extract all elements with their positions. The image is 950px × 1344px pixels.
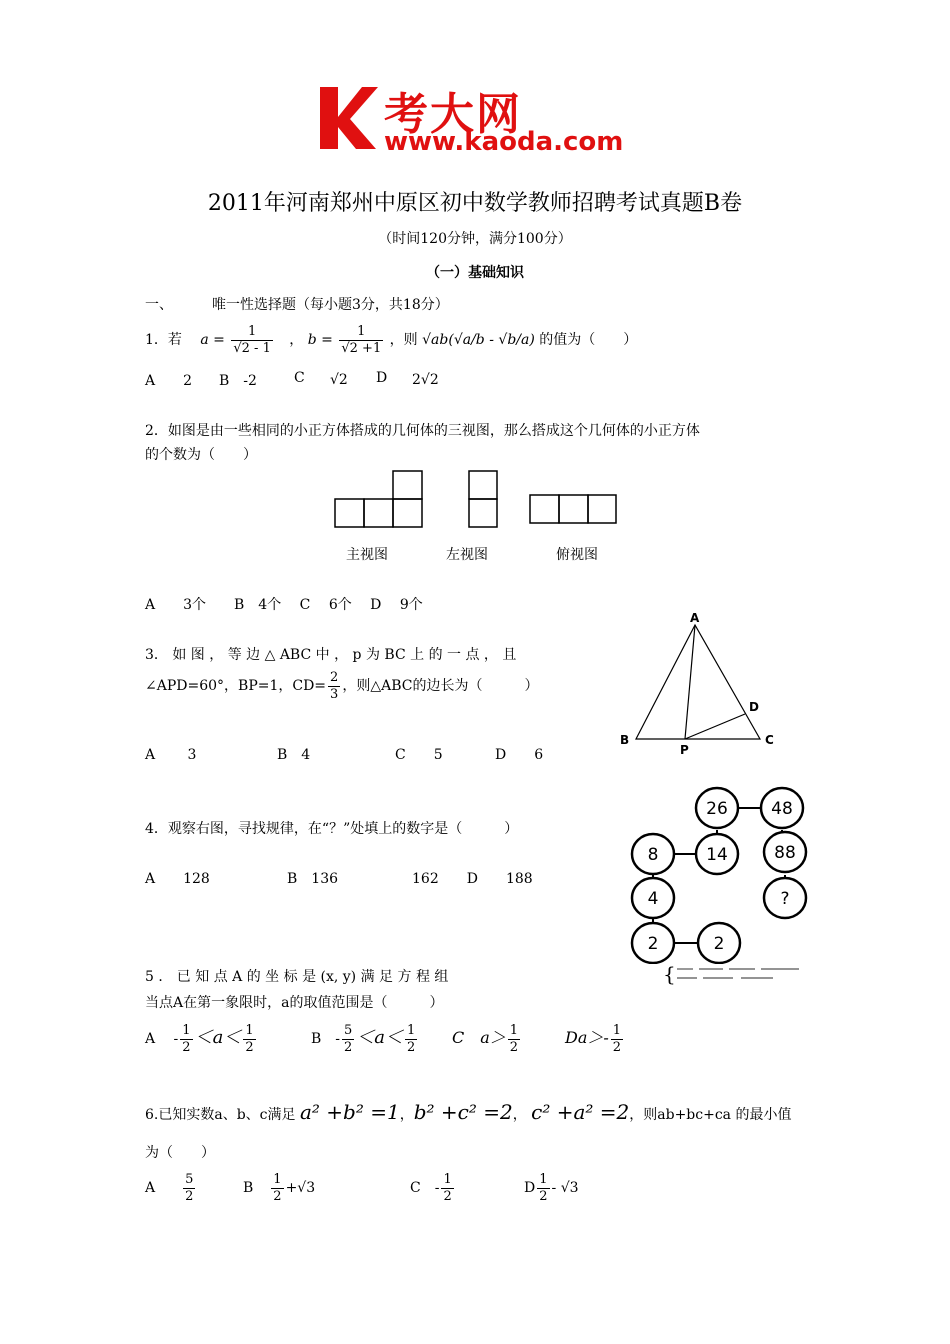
q6-eq3: c² +a² =2	[531, 1100, 630, 1124]
q5-line-1: 5 ． 已 知 点 A 的 坐 标 是 (x, y) 满 足 方 程 组	[145, 969, 449, 985]
section-heading: （一）基础知识	[426, 265, 524, 281]
q6-eq2: b² +c² =2	[413, 1100, 513, 1124]
q5-option-d: Da＞- $\frac{1}{2}$	[565, 1022, 622, 1055]
q1-option-b: B -2	[219, 373, 257, 389]
q1-tail: 的值为（ ）	[539, 332, 638, 348]
q1-a-fraction: $\frac{1}{√2 - 1}$	[233, 323, 271, 356]
q5-option-c: C a＞ $\frac{1}{2}$	[452, 1022, 519, 1055]
front-view-square	[393, 471, 422, 499]
q1-option-d: D	[376, 370, 388, 386]
q1-b-fraction: $\frac{1}{√2 +1}$	[341, 323, 382, 356]
q3-cd-fraction: $\frac{2}{3}$	[330, 669, 339, 702]
left-view-square	[469, 471, 497, 499]
circle-text-2a: 2	[647, 934, 659, 954]
front-view-square	[364, 499, 393, 527]
q4-option-b: B 136	[287, 871, 339, 887]
left-view-label: 左视图	[446, 547, 488, 563]
q5-option-b: B - $\frac{5}{2}$ ＜a＜ $\frac{1}{2}$	[311, 1022, 416, 1055]
q3-line-1: 3． 如 图 ， 等 边 △ ABC 中 ， p 为 BC 上 的 一 点 ， 且	[145, 647, 517, 663]
q6-line-2: 为（ ）	[145, 1145, 215, 1161]
q3-option-c: C 5	[395, 747, 443, 763]
q4-option-a: A 128	[145, 871, 210, 887]
page-title: 2011年河南郑州中原区初中数学教师招聘考试真题B卷	[207, 191, 743, 216]
top-view-square	[559, 495, 588, 523]
q6-line-1: 6.已知实数a、b、c满足 a² +b² =1，b² +c² =2， c² +a² =2，则ab+bc+ca 的最小值	[145, 1100, 792, 1124]
q1-option-a: A 2	[145, 373, 193, 389]
q1-option-c: C	[294, 370, 305, 386]
segment-pd	[685, 714, 745, 739]
circle-text-8: 8	[647, 845, 659, 865]
triangle-abc	[636, 625, 760, 739]
logo-url-text: www.kaoda.com	[384, 127, 624, 157]
front-view-label: 主视图	[346, 547, 388, 563]
vertex-label-b: B	[620, 733, 630, 747]
q2-line-2: 的个数为（ ）	[145, 447, 257, 463]
top-view-square	[530, 495, 559, 523]
q5-line-2: 当点A在第一象限时，a的取值范围是（ ）	[145, 995, 444, 1011]
q6-option-d: D $\frac{1}{2}$ - √3	[524, 1171, 579, 1204]
q4-text: 4．观察右图，寻找规律，在“？”处填上的数字是（ ）	[145, 821, 519, 837]
q1-lead: 1．若	[145, 332, 182, 348]
q1-expression: √ab(√a/b - √b/a)	[422, 332, 535, 348]
vertex-label-d: D	[749, 700, 759, 714]
three-views-figure	[330, 466, 630, 530]
page-subtitle: （时间120分钟，满分100分）	[378, 231, 572, 247]
front-view-square	[393, 499, 422, 527]
q1-option-c-value: √2	[330, 372, 348, 388]
top-view-square	[588, 495, 616, 523]
q2-options: A 3个 B 4个 C 6个 D 9个	[145, 597, 423, 613]
circle-text-2b: 2	[713, 934, 725, 954]
q1-b-var: b =	[307, 332, 333, 348]
number-circles-figure	[622, 784, 812, 964]
logo-brand-text: 考大网	[384, 89, 522, 140]
q4-option-cd: 162 D 188	[412, 871, 533, 887]
q3-option-b: B 4	[277, 747, 311, 763]
svg-text:{: {	[663, 964, 676, 986]
q1-option-d-value: 2√2	[412, 372, 439, 388]
circle-text-48: 48	[771, 799, 793, 819]
circle-text-88: 88	[774, 843, 796, 863]
q2-line-1: 2．如图是由一些相同的小正方体搭成的几何体的三视图，那么搭成这个几何体的小正方体	[145, 423, 700, 439]
front-view-square	[335, 499, 364, 527]
q6-option-c: C - $\frac{1}{2}$	[410, 1171, 452, 1204]
triangle-figure	[612, 608, 782, 758]
vertex-label-p: P	[680, 743, 689, 757]
circle-text-question: ?	[780, 889, 790, 909]
vertex-label-a: A	[690, 611, 700, 625]
q6-option-a: A $\frac{5}{2}$	[145, 1171, 194, 1204]
equation-system-icon	[663, 964, 805, 986]
q3-option-d: D 6	[495, 747, 544, 763]
question-1: 1．若 a = $\frac{1}{√2 - 1}$ ， b = $\frac{1}{√2 +1}$ ，则 √ab(√a/b - √b/a) 的值为（ ）	[145, 323, 638, 356]
circle-text-14: 14	[706, 845, 728, 865]
circle-text-26: 26	[706, 799, 728, 819]
q1-a-var: a =	[200, 332, 225, 348]
q3-option-a: A 3	[145, 747, 197, 763]
top-view-label: 俯视图	[556, 547, 598, 563]
part-heading: 唯一性选择题（每小题3分，共18分）	[212, 297, 449, 313]
q5-option-a: A - $\frac{1}{2}$ ＜a＜ $\frac{1}{2}$	[145, 1022, 254, 1055]
q3-line-2: ∠APD=60°，BP=1，CD= $\frac{2}{3}$ ，则△ABC的边长为（ ）	[145, 669, 539, 702]
circle-text-4: 4	[647, 889, 659, 909]
part-number: 一、	[145, 297, 173, 313]
left-view-square	[469, 499, 497, 527]
kaoda-logo-k-icon	[318, 83, 380, 151]
q6-eq1: a² +b² =1	[299, 1100, 400, 1124]
q6-option-b: B $\frac{1}{2}$ +√3	[243, 1171, 316, 1204]
vertex-label-c: C	[765, 733, 774, 747]
